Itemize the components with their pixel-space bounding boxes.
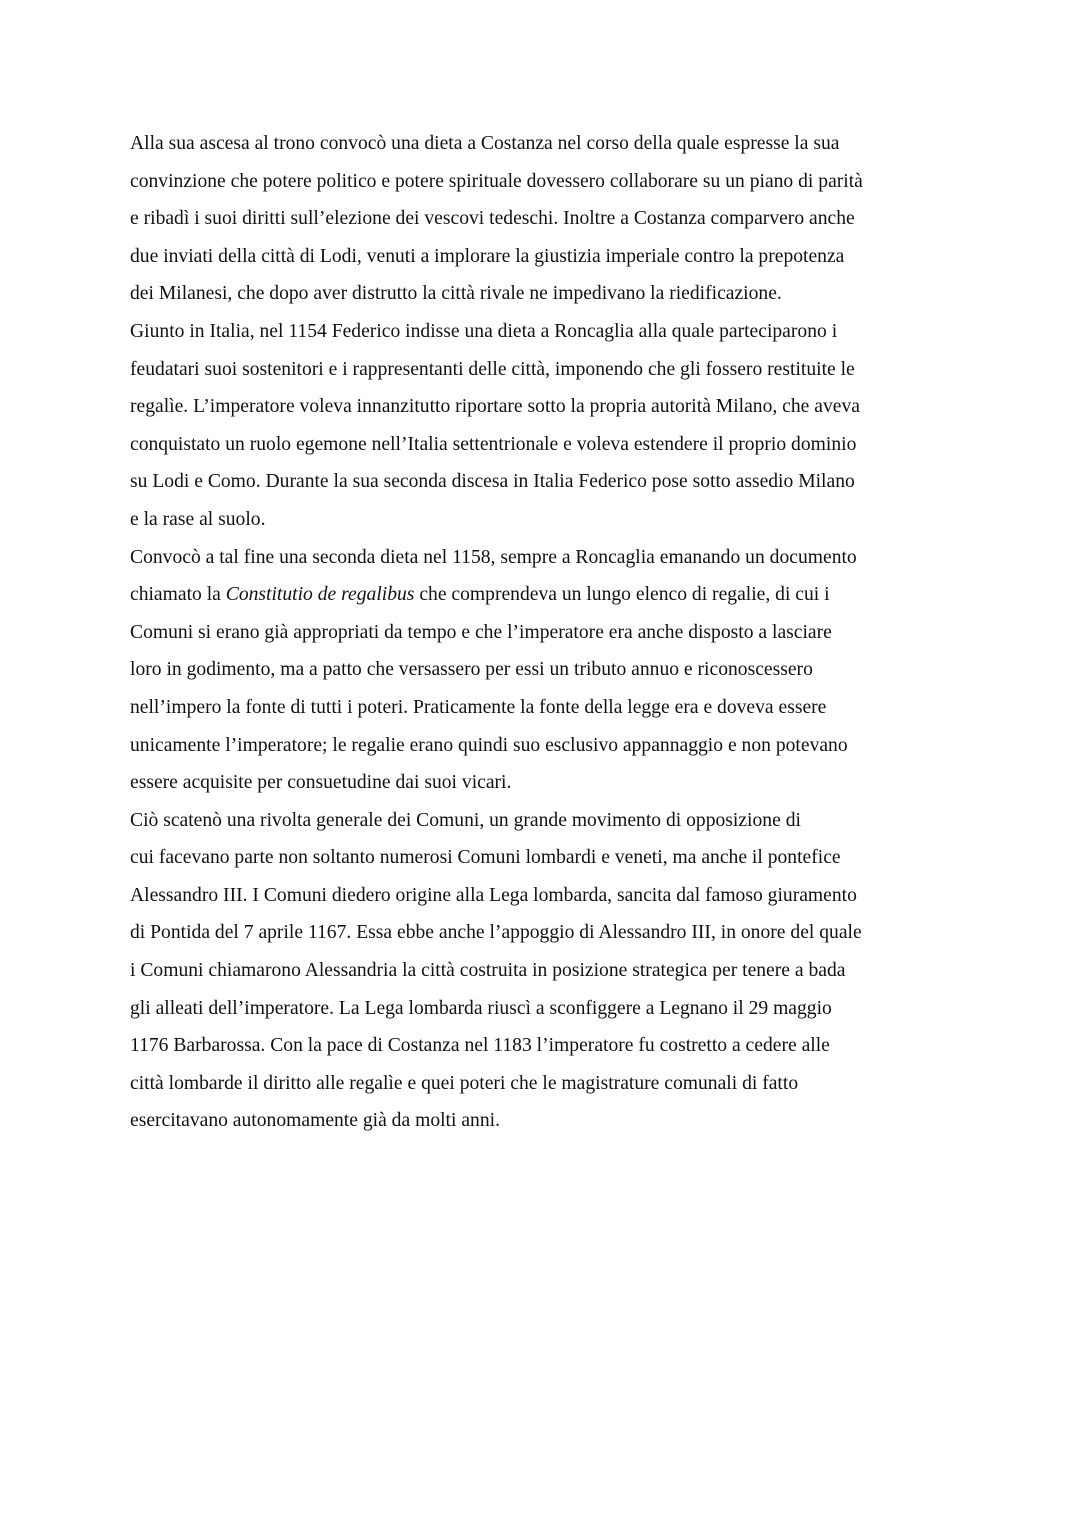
text-line: unicamente l’imperatore; le regalie erano quindi suo esclusivo appannaggio e non potevano [130,734,848,756]
text-segment: chiamato la [130,584,226,606]
text-line: Ciò scatenò una rivolta generale dei Comuni, un grande movimento di opposizione di [130,809,801,831]
text-line: 1176 Barbarossa. Con la pace di Costanza nel 1183 l’imperatore fu costretto a cedere alle [130,1035,830,1057]
text-line: e la rase al suolo. [130,508,266,530]
text-line: Giunto in Italia, nel 1154 Federico indisse una dieta a Roncaglia alla quale parteciparono i [130,320,838,342]
text-line: regalìe. L’imperatore voleva innanzitutto riportare sotto la propria autorità Milano, che aveva [130,396,860,418]
text-line: Alessandro III. I Comuni diedero origine alla Lega lombarda, sancita dal famoso giuramento [130,884,857,906]
text-line: i Comuni chiamarono Alessandria la città costruita in posizione strategica per tenere a bada [130,960,846,982]
text-line: due inviati della città di Lodi, venuti a implorare la giustizia imperiale contro la prepotenza [130,245,845,267]
text-line: dei Milanesi, che dopo aver distrutto la città rivale ne impedivano la riedificazione. [130,283,782,305]
text-line: di Pontida del 7 aprile 1167. Essa ebbe anche l’appoggio di Alessandro III, in onore del quale [130,922,862,944]
text-line: loro in godimento, ma a patto che versassero per essi un tributo annuo e riconoscessero [130,659,813,681]
text-line: conquistato un ruolo egemone nell’Italia settentrionale e voleva estendere il proprio dominio [130,433,857,455]
text-segment: che comprendeva un lungo elenco di regalie, di cui i [414,584,830,606]
text-line: città lombarde il diritto alle regalìe e quei poteri che le magistrature comunali di fatto [130,1072,799,1094]
text-line: esercitavano autonomamente già da molti anni. [130,1110,500,1132]
text-line: gli alleati dell’imperatore. La Lega lombarda riuscì a sconfiggere a Legnano il 29 maggio [130,997,832,1019]
text-line: nell’impero la fonte di tutti i poteri. Praticamente la fonte della legge era e doveva essere [130,696,827,718]
body-text [130,125,960,1140]
text-line: feudatari suoi sostenitori e i rappresentanti delle città, imponendo che gli fossero restituite le [130,358,855,380]
text-line: Comuni si erano già appropriati da tempo e che l’imperatore era anche disposto a lasciare [130,621,832,643]
italic-title: Constitutio de regalibus [225,584,415,606]
text-line [130,576,960,614]
text-line: su Lodi e Como. Durante la sua seconda discesa in Italia Federico pose sotto assedio Milano [130,471,855,493]
text-line: Alla sua ascesa al trono convocò una dieta a Costanza nel corso della quale espresse la sua [130,133,840,154]
text-line: cui facevano parte non soltanto numerosi Comuni lombardi e veneti, ma anche il pontefice [130,847,841,869]
text-line: convinzione che potere politico e potere spirituale dovessero collaborare su un piano di parità [130,170,863,192]
text-line: Convocò a tal fine una seconda dieta nel 1158, sempre a Roncaglia emanando un documento [130,546,857,568]
text-line: essere acquisite per consuetudine dai suoi vicari. [130,772,512,794]
text-line: e ribadì i suoi diritti sull’elezione dei vescovi tedeschi. Inoltre a Costanza comparvero anche [130,208,855,230]
